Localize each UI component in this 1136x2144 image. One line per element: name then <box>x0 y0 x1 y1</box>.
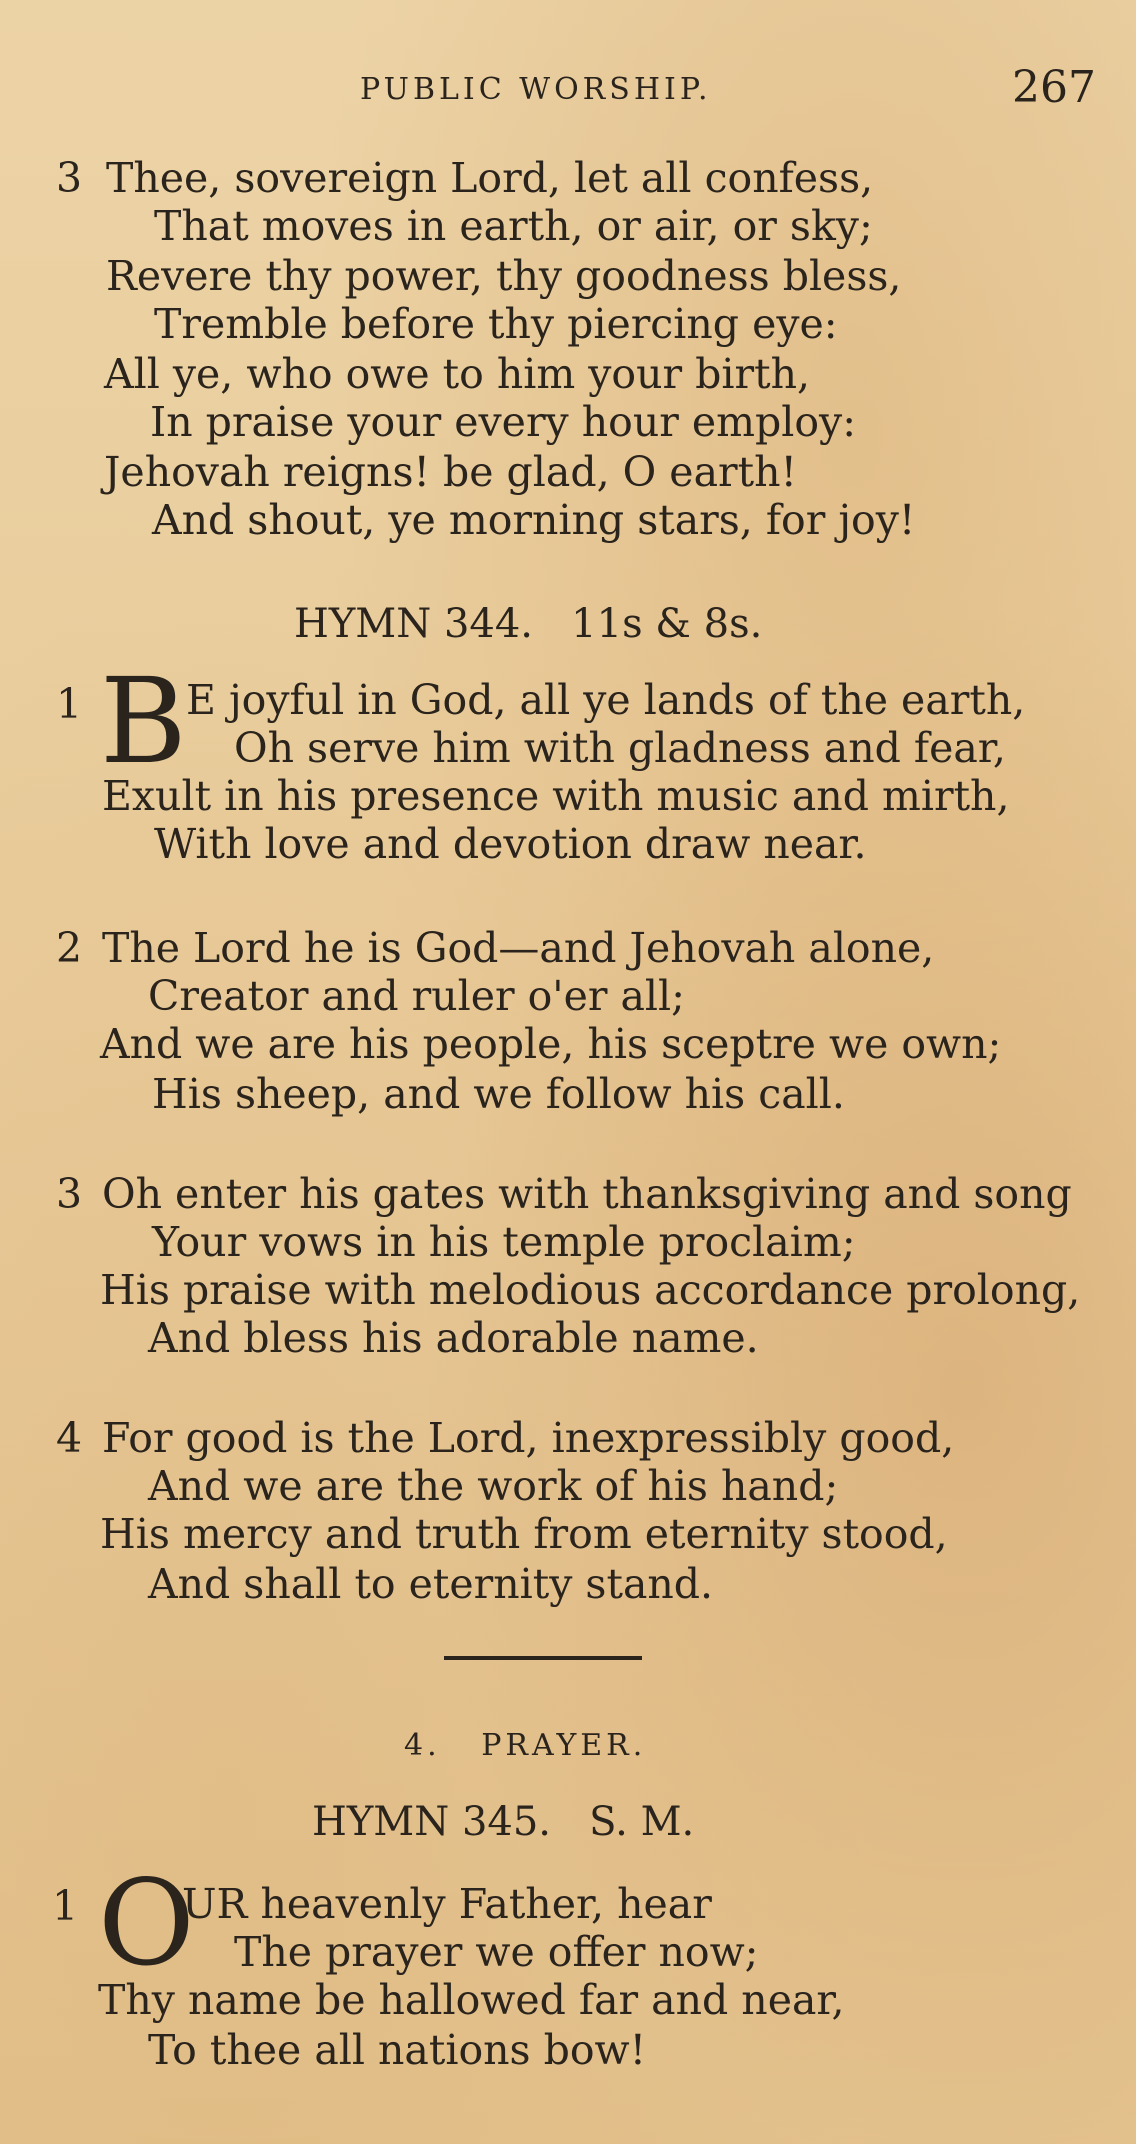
stanza-line: The Lord he is God—and Jehovah alone, <box>102 924 935 972</box>
section-divider <box>444 1656 642 1660</box>
running-head: PUBLIC WORSHIP. <box>360 72 712 107</box>
stanza-line: His mercy and truth from eternity stood, <box>100 1510 948 1558</box>
stanza-number: 4 <box>56 1414 83 1462</box>
stanza-line: In praise your every hour employ: <box>150 398 857 446</box>
stanza-number: 1 <box>52 1882 79 1930</box>
stanza-line: And we are the work of his hand; <box>148 1462 839 1510</box>
stanza-line: Thee, sovereign Lord, let all confess, <box>106 154 874 202</box>
stanza-line: That moves in earth, or air, or sky; <box>154 202 873 250</box>
stanza-line: Creator and ruler o'er all; <box>148 972 685 1020</box>
stanza-line: Your vows in his temple proclaim; <box>152 1218 856 1266</box>
stanza-line: Thy name be hallowed far and near, <box>98 1976 845 2024</box>
stanza-line: And shout, ye morning stars, for joy! <box>152 496 916 544</box>
stanza-line: Jehovah reigns! be glad, O earth! <box>104 448 797 496</box>
stanza-line: Oh serve him with gladness and fear, <box>234 724 1006 772</box>
stanza-number: 1 <box>56 680 83 728</box>
stanza-line: With love and devotion draw near. <box>154 820 867 868</box>
stanza-line: Exult in his presence with music and mirth, <box>102 772 1010 820</box>
stanza-line: The prayer we offer now; <box>234 1928 759 1976</box>
stanza-line: All ye, who owe to him your birth, <box>104 350 811 398</box>
section-label: 4. PRAYER. <box>404 1728 647 1763</box>
stanza-number: 2 <box>56 924 83 972</box>
stanza-line: His sheep, and we follow his call. <box>152 1070 845 1118</box>
stanza-line: His praise with melodious accordance prolong, <box>100 1266 1081 1314</box>
stanza-number: 3 <box>56 154 83 202</box>
stanza-line: To thee all nations bow! <box>148 2026 647 2074</box>
hymn-344-heading: HYMN 344. 11s & 8s. <box>294 601 763 647</box>
stanza-line: UR heavenly Father, hear <box>182 1880 712 1928</box>
stanza-line: Tremble before thy piercing eye: <box>154 300 838 348</box>
stanza-line: E joyful in God, all ye lands of the earth, <box>186 676 1026 724</box>
drop-cap: B <box>100 652 187 790</box>
stanza-number: 3 <box>56 1170 83 1218</box>
hymn-345-heading: HYMN 345. S. M. <box>312 1799 695 1845</box>
stanza-line: And shall to eternity stand. <box>148 1560 714 1608</box>
drop-cap: O <box>98 1854 195 1992</box>
stanza-line: And bless his adorable name. <box>148 1314 759 1362</box>
stanza-line: Revere thy power, thy goodness bless, <box>106 252 902 300</box>
stanza-line: For good is the Lord, inexpressibly good, <box>102 1414 955 1462</box>
page-number: 267 <box>1012 62 1096 113</box>
stanza-line: Oh enter his gates with thanksgiving and song <box>102 1170 1072 1218</box>
stanza-line: And we are his people, his sceptre we own; <box>100 1020 1002 1068</box>
